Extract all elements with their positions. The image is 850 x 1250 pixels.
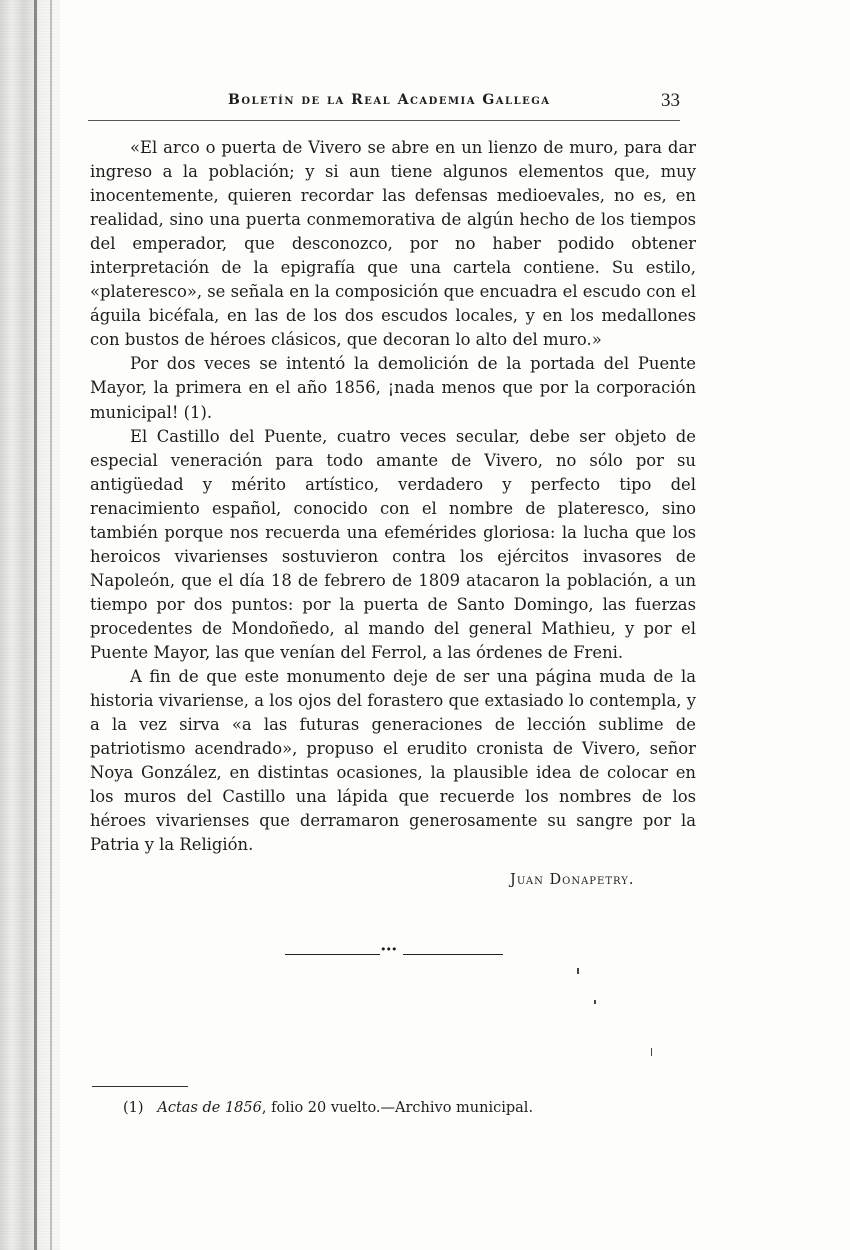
binding-edge-line	[34, 0, 37, 1250]
footnote-text: , folio 20 vuelto.—Archivo municipal.	[261, 1100, 534, 1116]
paragraph-castillo: El Castillo del Puente, cuatro veces secular, debe ser objeto de especial veneración para todo amante de Vivero, no sólo por su antigüedad y mérito artístico, verdadero y perfecto tipo del renacimiento español, conocido con el nombre de plateresco, sino también porque nos recuerda una efemérides gloriosa: la lucha que los heroicos vivarienses sostuvieron contra los ejércitos invasores de Napoleón, que el día 18 de febrero de 1809 atacaron la población, a un tiempo por dos puntos: por la puerta de Santo Domingo, las fuerzas procedentes de Mondoñedo, al mando del general Mathieu, y por el Puente Mayor, las que venían del Ferrol, a las órdenes de Freni.	[90, 426, 696, 662]
footnote-marker: (1)	[123, 1100, 144, 1116]
section-ornament	[285, 943, 503, 960]
ornament-line-left	[285, 954, 380, 955]
header-rule	[88, 120, 680, 121]
ornament-line-right	[403, 954, 503, 955]
running-header-title: Boletín de la Real Academia Gallega	[228, 92, 551, 108]
print-speck	[577, 968, 579, 974]
footnote	[123, 1100, 533, 1116]
author-signature: Juan Donapetry.	[510, 872, 635, 888]
print-speck	[594, 1000, 596, 1004]
footnote-rule	[92, 1086, 188, 1087]
paragraph-demolition: Por dos veces se intentó la demolición de la portada del Puente Mayor, la primera en el año 1856, ¡nada menos que por la corporación municipal! (1).	[90, 354, 696, 422]
running-header	[88, 90, 680, 120]
ornament-dots: •••	[380, 943, 397, 956]
print-speck	[651, 1048, 652, 1056]
page-number: 33	[661, 90, 680, 111]
paragraph-quote: «El arco o puerta de Vivero se abre en un lienzo de muro, para dar ingreso a la población; y si aun tiene algunos elementos que, muy inocentemente, quieren recordar las defensas medioevales, no es, en realidad, sino una puerta conmemorativa de algún hecho de los tiempos del emperador, que desconozco, por no haber podido obtener interpretación de la epigrafía que una cartela contiene. Su estilo, «plateresco», se señala en la composición que encuadra el escudo con el águila bicéfala, en las de los dos escudos locales, y en los medallones con bustos de héroes clásicos, que decoran lo alto del muro.»	[90, 138, 696, 350]
paragraph-monument: A fin de que este monumento deje de ser una página muda de la historia vivariense, a los ojos del forastero que extasiado lo contempla, y a la vez sirva «a las futuras generaciones de lección sublime de patriotismo acendrado», propuso el erudito cronista de Vivero, señor Noya González, en distintas ocasiones, la plausible idea de colocar en los muros del Castillo una lápida que recuerde los nombres de los héroes vivarienses que derramaron generosamente su sangre por la Patria y la Religión.	[90, 667, 696, 855]
footnote-title: Actas de 1856	[157, 1100, 262, 1116]
binding-edge-line-inner	[50, 0, 52, 1250]
body-text	[90, 136, 696, 857]
